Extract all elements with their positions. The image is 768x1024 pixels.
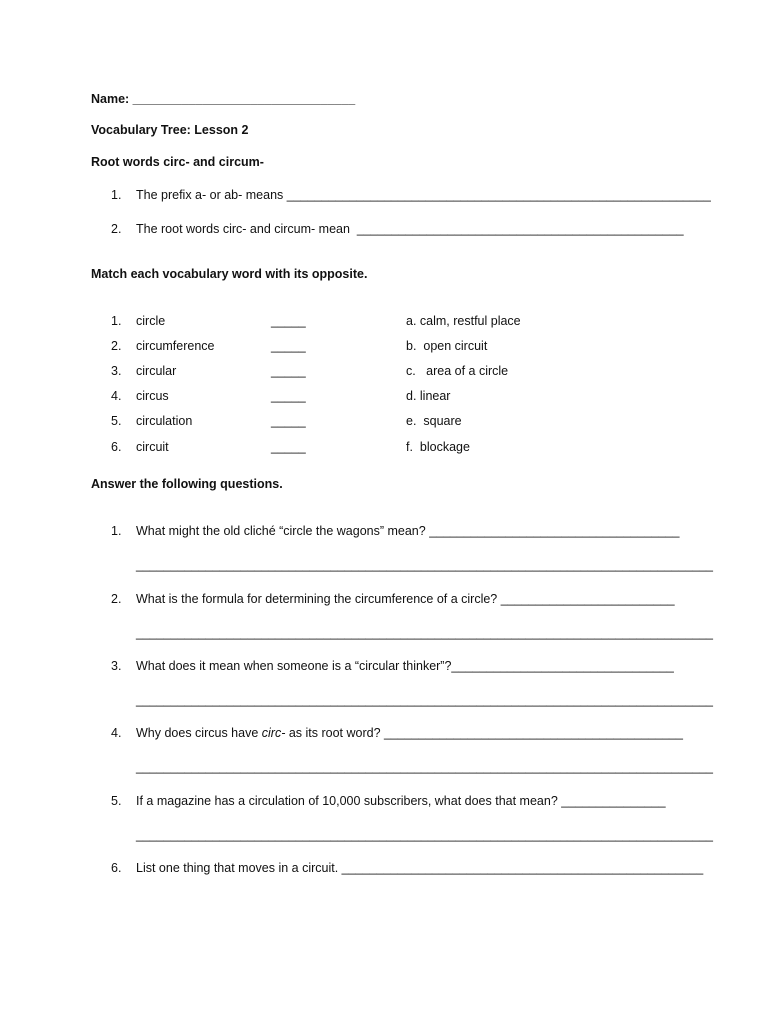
match-blank[interactable]: _____ xyxy=(271,339,306,353)
worksheet-title: Vocabulary Tree: Lesson 2 xyxy=(91,123,249,137)
match-row xyxy=(0,339,768,357)
question-item[interactable] xyxy=(0,524,768,542)
item-number: 1. xyxy=(111,314,122,328)
item-number: 6. xyxy=(111,861,122,875)
item-number: 5. xyxy=(111,414,122,428)
match-blank[interactable]: _____ xyxy=(271,440,306,454)
question-text[interactable]: What is the formula for determining the circumference of a circle? _________________________ xyxy=(136,592,675,606)
question-text-start: Why does circus have xyxy=(136,726,262,740)
item-number: 2. xyxy=(111,339,122,353)
question-item[interactable] xyxy=(0,592,768,610)
vocab-word: circuit xyxy=(136,440,169,454)
root-item[interactable] xyxy=(0,222,768,240)
root-word-italic: circ- xyxy=(261,726,286,740)
vocab-word: circumference xyxy=(136,339,215,353)
name-field[interactable]: Name: ________________________________ xyxy=(91,92,356,106)
question-text-end[interactable]: as its root word? ___________________________________________ xyxy=(285,726,683,740)
match-row xyxy=(0,314,768,332)
answer-line[interactable]: ___________________________________________________________________________________ xyxy=(136,558,714,572)
question-item[interactable] xyxy=(0,659,768,677)
match-blank[interactable]: _____ xyxy=(271,414,306,428)
question-text[interactable]: List one thing that moves in a circuit. ____________________________________________________ xyxy=(136,861,704,875)
question-text[interactable]: What might the old cliché “circle the wagons” mean? ____________________________________ xyxy=(136,524,680,538)
vocab-word: circus xyxy=(136,389,169,403)
item-number: 6. xyxy=(111,440,122,454)
match-heading: Match each vocabulary word with its opposite. xyxy=(91,267,368,281)
match-row xyxy=(0,364,768,382)
match-blank[interactable]: _____ xyxy=(271,314,306,328)
item-number: 4. xyxy=(111,389,122,403)
question-item[interactable] xyxy=(0,794,768,812)
question-item[interactable] xyxy=(0,726,768,744)
match-blank[interactable]: _____ xyxy=(271,364,306,378)
answer-line[interactable]: ___________________________________________________________________________________ xyxy=(136,760,714,774)
item-number: 2. xyxy=(111,222,122,236)
root-words-heading: Root words circ- and circum- xyxy=(91,155,264,169)
answer-line[interactable]: ___________________________________________________________________________________ xyxy=(136,693,714,707)
questions-heading: Answer the following questions. xyxy=(91,477,283,491)
item-number: 2. xyxy=(111,592,122,606)
item-number: 3. xyxy=(111,659,122,673)
match-blank[interactable]: _____ xyxy=(271,389,306,403)
item-number: 1. xyxy=(111,524,122,538)
root-item-text[interactable]: The root words circ- and circum- mean _______________________________________________ xyxy=(136,222,684,236)
vocab-word: circular xyxy=(136,364,177,378)
answer-line[interactable]: ___________________________________________________________________________________ xyxy=(136,828,714,842)
opposite-option: d. linear xyxy=(406,389,451,403)
question-text[interactable]: What does it mean when someone is a “circular thinker”?________________________________ xyxy=(136,659,674,673)
item-number: 5. xyxy=(111,794,122,808)
match-row xyxy=(0,440,768,458)
vocab-word: circulation xyxy=(136,414,193,428)
answer-line[interactable]: ___________________________________________________________________________________ xyxy=(136,626,714,640)
question-text[interactable]: If a magazine has a circulation of 10,000 subscribers, what does that mean? _______________ xyxy=(136,794,666,808)
root-item[interactable] xyxy=(0,188,768,206)
vocab-word: circle xyxy=(136,314,166,328)
opposite-option: a. calm, restful place xyxy=(406,314,521,328)
item-number: 4. xyxy=(111,726,122,740)
opposite-option: c. area of a circle xyxy=(406,364,509,378)
item-number: 3. xyxy=(111,364,122,378)
opposite-option: b. open circuit xyxy=(406,339,488,353)
question-item[interactable] xyxy=(0,861,768,879)
root-item-text[interactable]: The prefix a- or ab- means _____________________________________________________________ xyxy=(136,188,711,202)
question-text[interactable] xyxy=(136,726,683,740)
match-row xyxy=(0,414,768,432)
item-number: 1. xyxy=(111,188,122,202)
match-row xyxy=(0,389,768,407)
opposite-option: f. blockage xyxy=(406,440,470,454)
opposite-option: e. square xyxy=(406,414,462,428)
